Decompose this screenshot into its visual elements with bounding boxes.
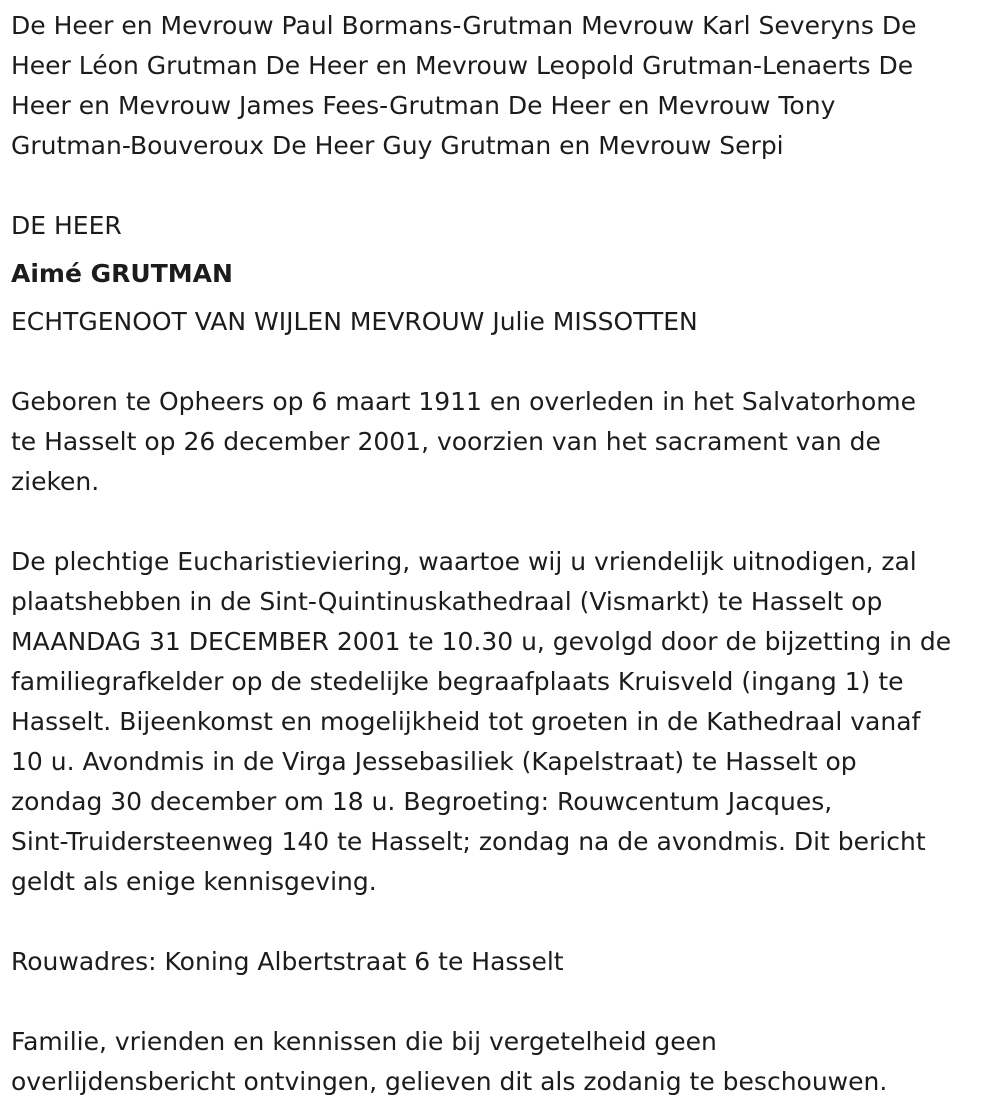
- mourners-line: Heer Léon Grutman De Heer en Mevrouw Leopold Grutman-Lenaerts De: [11, 51, 914, 80]
- closing-line: overlijdensbericht ontvingen, gelieven dit als zodanig te beschouwen.: [11, 1067, 888, 1096]
- ceremony-line: geldt als enige kennisgeving.: [11, 867, 377, 896]
- address-paragraph: Rouwadres: Koning Albertstraat 6 te Hasselt: [11, 947, 564, 976]
- mourners-paragraph: [11, 6, 992, 166]
- ceremony-line: 10 u. Avondmis in de Virga Jessebasiliek (Kapelstraat) te Hasselt op: [11, 747, 857, 776]
- ceremony-line: De plechtige Eucharistieviering, waartoe wij u vriendelijk uitnodigen, zal: [11, 547, 917, 576]
- mourners-line: Heer en Mevrouw James Fees-Grutman De Heer en Mevrouw Tony: [11, 91, 836, 120]
- mourners-line: Grutman-Bouveroux De Heer Guy Grutman en Mevrouw Serpi: [11, 131, 784, 160]
- birth-death-line: zieken.: [11, 467, 100, 496]
- ceremony-line: zondag 30 december om 18 u. Begroeting: Rouwcentum Jacques,: [11, 787, 833, 816]
- ceremony-line: MAANDAG 31 DECEMBER 2001 te 10.30 u, gevolgd door de bijzetting in de: [11, 627, 952, 656]
- birth-death-paragraph: [11, 382, 992, 502]
- mourners-line: De Heer en Mevrouw Paul Bormans-Grutman Mevrouw Karl Severyns De: [11, 11, 917, 40]
- closing-paragraph: [11, 1022, 992, 1102]
- ceremony-line: familiegrafkelder op de stedelijke begraafplaats Kruisveld (ingang 1) te: [11, 667, 904, 696]
- deceased-title: DE HEER: [11, 211, 122, 240]
- closing-line: Familie, vrienden en kennissen die bij vergetelheid geen: [11, 1027, 717, 1056]
- ceremony-line: Hasselt. Bijeenkomst en mogelijkheid tot groeten in de Kathedraal vanaf: [11, 707, 921, 736]
- ceremony-paragraph: [11, 542, 992, 902]
- birth-death-line: te Hasselt op 26 december 2001, voorzien van het sacrament van de: [11, 427, 881, 456]
- deceased-spouse: ECHTGENOOT VAN WIJLEN MEVROUW Julie MISSOTTEN: [11, 307, 698, 336]
- deceased-name: Aimé GRUTMAN: [11, 259, 233, 288]
- ceremony-line: plaatshebben in de Sint-Quintinuskathedraal (Vismarkt) te Hasselt op: [11, 587, 883, 616]
- ceremony-line: Sint-Truidersteenweg 140 te Hasselt; zondag na de avondmis. Dit bericht: [11, 827, 926, 856]
- birth-death-line: Geboren te Opheers op 6 maart 1911 en overleden in het Salvatorhome: [11, 387, 916, 416]
